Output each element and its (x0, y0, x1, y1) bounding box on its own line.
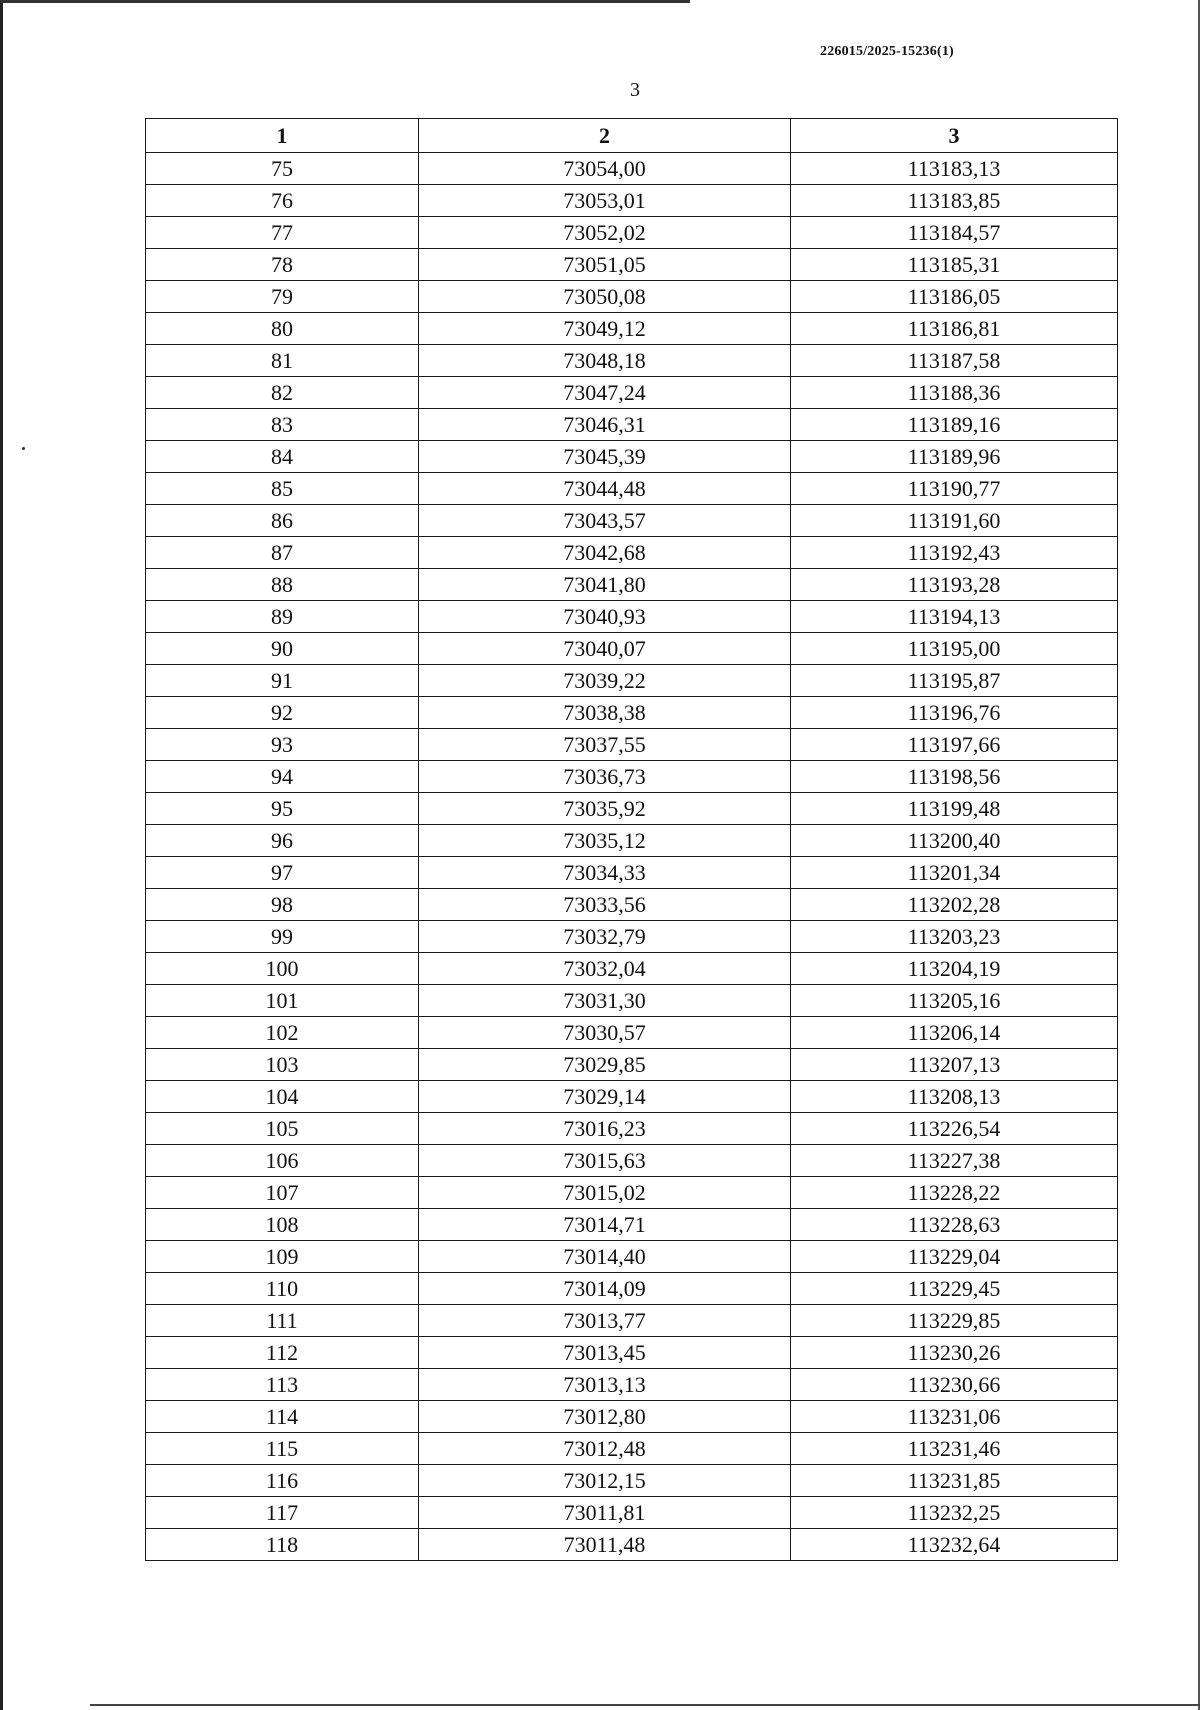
y-coordinate-cell: 113226,54 (791, 1113, 1118, 1145)
point-number-cell: 109 (146, 1241, 419, 1273)
y-coordinate-cell: 113190,77 (791, 473, 1118, 505)
y-coordinate-cell: 113230,66 (791, 1369, 1118, 1401)
table-row (146, 633, 1118, 665)
point-number-cell: 79 (146, 281, 419, 313)
table-row (146, 1529, 1118, 1561)
point-number-cell: 102 (146, 1017, 419, 1049)
x-coordinate-cell: 73054,00 (419, 153, 791, 185)
point-number-cell: 118 (146, 1529, 419, 1561)
table-row (146, 889, 1118, 921)
y-coordinate-cell: 113206,14 (791, 1017, 1118, 1049)
point-number-cell: 83 (146, 409, 419, 441)
x-coordinate-cell: 73012,80 (419, 1401, 791, 1433)
table-row (146, 1177, 1118, 1209)
x-coordinate-cell: 73034,33 (419, 857, 791, 889)
point-number-cell: 92 (146, 697, 419, 729)
x-coordinate-cell: 73016,23 (419, 1113, 791, 1145)
table-row (146, 217, 1118, 249)
table-row (146, 313, 1118, 345)
x-coordinate-cell: 73040,07 (419, 633, 791, 665)
x-coordinate-cell: 73036,73 (419, 761, 791, 793)
scan-edge-top (0, 0, 690, 3)
x-coordinate-cell: 73045,39 (419, 441, 791, 473)
y-coordinate-cell: 113192,43 (791, 537, 1118, 569)
y-coordinate-cell: 113208,13 (791, 1081, 1118, 1113)
column-header-3: 3 (791, 119, 1118, 153)
x-coordinate-cell: 73013,13 (419, 1369, 791, 1401)
table-row (146, 569, 1118, 601)
table-body (146, 153, 1118, 1561)
table-row (146, 665, 1118, 697)
x-coordinate-cell: 73047,24 (419, 377, 791, 409)
table-row (146, 1145, 1118, 1177)
table-row (146, 377, 1118, 409)
table-row (146, 1209, 1118, 1241)
y-coordinate-cell: 113207,13 (791, 1049, 1118, 1081)
x-coordinate-cell: 73050,08 (419, 281, 791, 313)
point-number-cell: 100 (146, 953, 419, 985)
x-coordinate-cell: 73040,93 (419, 601, 791, 633)
y-coordinate-cell: 113195,00 (791, 633, 1118, 665)
table-row (146, 1369, 1118, 1401)
scan-edge-left (0, 0, 3, 1710)
table-row (146, 473, 1118, 505)
table-row (146, 1241, 1118, 1273)
x-coordinate-cell: 73011,81 (419, 1497, 791, 1529)
y-coordinate-cell: 113183,13 (791, 153, 1118, 185)
point-number-cell: 112 (146, 1337, 419, 1369)
x-coordinate-cell: 73053,01 (419, 185, 791, 217)
point-number-cell: 82 (146, 377, 419, 409)
point-number-cell: 76 (146, 185, 419, 217)
x-coordinate-cell: 73043,57 (419, 505, 791, 537)
x-coordinate-cell: 73033,56 (419, 889, 791, 921)
table-row (146, 793, 1118, 825)
point-number-cell: 75 (146, 153, 419, 185)
x-coordinate-cell: 73013,77 (419, 1305, 791, 1337)
table-row (146, 697, 1118, 729)
y-coordinate-cell: 113187,58 (791, 345, 1118, 377)
x-coordinate-cell: 73031,30 (419, 985, 791, 1017)
table-row (146, 921, 1118, 953)
table-row (146, 281, 1118, 313)
table-row (146, 1465, 1118, 1497)
x-coordinate-cell: 73041,80 (419, 569, 791, 601)
x-coordinate-cell: 73014,40 (419, 1241, 791, 1273)
point-number-cell: 111 (146, 1305, 419, 1337)
y-coordinate-cell: 113228,22 (791, 1177, 1118, 1209)
y-coordinate-cell: 113202,28 (791, 889, 1118, 921)
document-number: 226015/2025-15236(1) (820, 44, 954, 59)
y-coordinate-cell: 113204,19 (791, 953, 1118, 985)
x-coordinate-cell: 73035,12 (419, 825, 791, 857)
y-coordinate-cell: 113198,56 (791, 761, 1118, 793)
table-row (146, 1497, 1118, 1529)
x-coordinate-cell: 73029,85 (419, 1049, 791, 1081)
table-row (146, 601, 1118, 633)
y-coordinate-cell: 113231,46 (791, 1433, 1118, 1465)
x-coordinate-cell: 73035,92 (419, 793, 791, 825)
table-row (146, 1401, 1118, 1433)
x-coordinate-cell: 73042,68 (419, 537, 791, 569)
point-number-cell: 107 (146, 1177, 419, 1209)
x-coordinate-cell: 73038,38 (419, 697, 791, 729)
y-coordinate-cell: 113191,60 (791, 505, 1118, 537)
point-number-cell: 116 (146, 1465, 419, 1497)
point-number-cell: 87 (146, 537, 419, 569)
x-coordinate-cell: 73012,48 (419, 1433, 791, 1465)
x-coordinate-cell: 73039,22 (419, 665, 791, 697)
point-number-cell: 117 (146, 1497, 419, 1529)
table-row (146, 505, 1118, 537)
point-number-cell: 103 (146, 1049, 419, 1081)
y-coordinate-cell: 113232,25 (791, 1497, 1118, 1529)
point-number-cell: 115 (146, 1433, 419, 1465)
y-coordinate-cell: 113195,87 (791, 665, 1118, 697)
y-coordinate-cell: 113229,85 (791, 1305, 1118, 1337)
x-coordinate-cell: 73051,05 (419, 249, 791, 281)
y-coordinate-cell: 113185,31 (791, 249, 1118, 281)
x-coordinate-cell: 73032,04 (419, 953, 791, 985)
point-number-cell: 104 (146, 1081, 419, 1113)
x-coordinate-cell: 73052,02 (419, 217, 791, 249)
y-coordinate-cell: 113199,48 (791, 793, 1118, 825)
y-coordinate-cell: 113184,57 (791, 217, 1118, 249)
x-coordinate-cell: 73046,31 (419, 409, 791, 441)
x-coordinate-cell: 73048,18 (419, 345, 791, 377)
y-coordinate-cell: 113230,26 (791, 1337, 1118, 1369)
column-header-2: 2 (419, 119, 791, 153)
x-coordinate-cell: 73011,48 (419, 1529, 791, 1561)
x-coordinate-cell: 73012,15 (419, 1465, 791, 1497)
table-row (146, 1273, 1118, 1305)
y-coordinate-cell: 113186,81 (791, 313, 1118, 345)
scan-speck (22, 447, 25, 450)
x-coordinate-cell: 73015,02 (419, 1177, 791, 1209)
page-number: 3 (630, 79, 640, 101)
y-coordinate-cell: 113203,23 (791, 921, 1118, 953)
y-coordinate-cell: 113200,40 (791, 825, 1118, 857)
table-row (146, 185, 1118, 217)
point-number-cell: 108 (146, 1209, 419, 1241)
point-number-cell: 99 (146, 921, 419, 953)
y-coordinate-cell: 113201,34 (791, 857, 1118, 889)
y-coordinate-cell: 113229,04 (791, 1241, 1118, 1273)
x-coordinate-cell: 73032,79 (419, 921, 791, 953)
y-coordinate-cell: 113227,38 (791, 1145, 1118, 1177)
point-number-cell: 89 (146, 601, 419, 633)
x-coordinate-cell: 73037,55 (419, 729, 791, 761)
point-number-cell: 81 (146, 345, 419, 377)
point-number-cell: 91 (146, 665, 419, 697)
table-row (146, 1017, 1118, 1049)
point-number-cell: 97 (146, 857, 419, 889)
table-row (146, 1081, 1118, 1113)
table-row (146, 441, 1118, 473)
point-number-cell: 88 (146, 569, 419, 601)
y-coordinate-cell: 113231,06 (791, 1401, 1118, 1433)
table-row (146, 953, 1118, 985)
table-row (146, 1433, 1118, 1465)
point-number-cell: 94 (146, 761, 419, 793)
table-row (146, 537, 1118, 569)
point-number-cell: 110 (146, 1273, 419, 1305)
point-number-cell: 113 (146, 1369, 419, 1401)
y-coordinate-cell: 113205,16 (791, 985, 1118, 1017)
x-coordinate-cell: 73014,71 (419, 1209, 791, 1241)
point-number-cell: 95 (146, 793, 419, 825)
x-coordinate-cell: 73014,09 (419, 1273, 791, 1305)
y-coordinate-cell: 113231,85 (791, 1465, 1118, 1497)
point-number-cell: 78 (146, 249, 419, 281)
x-coordinate-cell: 73049,12 (419, 313, 791, 345)
table-row (146, 153, 1118, 185)
y-coordinate-cell: 113186,05 (791, 281, 1118, 313)
table-row (146, 345, 1118, 377)
point-number-cell: 80 (146, 313, 419, 345)
table-row (146, 1305, 1118, 1337)
y-coordinate-cell: 113194,13 (791, 601, 1118, 633)
point-number-cell: 84 (146, 441, 419, 473)
table-row (146, 985, 1118, 1017)
scan-edge-bottom (90, 1704, 1200, 1706)
table-row (146, 761, 1118, 793)
x-coordinate-cell: 73030,57 (419, 1017, 791, 1049)
y-coordinate-cell: 113228,63 (791, 1209, 1118, 1241)
point-number-cell: 93 (146, 729, 419, 761)
y-coordinate-cell: 113183,85 (791, 185, 1118, 217)
table-row (146, 729, 1118, 761)
point-number-cell: 86 (146, 505, 419, 537)
y-coordinate-cell: 113196,76 (791, 697, 1118, 729)
point-number-cell: 105 (146, 1113, 419, 1145)
point-number-cell: 96 (146, 825, 419, 857)
y-coordinate-cell: 113189,16 (791, 409, 1118, 441)
point-number-cell: 90 (146, 633, 419, 665)
x-coordinate-cell: 73044,48 (419, 473, 791, 505)
table-row (146, 825, 1118, 857)
point-number-cell: 114 (146, 1401, 419, 1433)
table-row (146, 1113, 1118, 1145)
y-coordinate-cell: 113229,45 (791, 1273, 1118, 1305)
point-number-cell: 106 (146, 1145, 419, 1177)
table-row (146, 857, 1118, 889)
table-header-row (146, 119, 1118, 153)
table-row (146, 1337, 1118, 1369)
table-row (146, 249, 1118, 281)
y-coordinate-cell: 113188,36 (791, 377, 1118, 409)
y-coordinate-cell: 113197,66 (791, 729, 1118, 761)
y-coordinate-cell: 113232,64 (791, 1529, 1118, 1561)
table-row (146, 409, 1118, 441)
x-coordinate-cell: 73029,14 (419, 1081, 791, 1113)
y-coordinate-cell: 113189,96 (791, 441, 1118, 473)
column-header-1: 1 (146, 119, 419, 153)
point-number-cell: 101 (146, 985, 419, 1017)
y-coordinate-cell: 113193,28 (791, 569, 1118, 601)
x-coordinate-cell: 73013,45 (419, 1337, 791, 1369)
point-number-cell: 77 (146, 217, 419, 249)
point-number-cell: 98 (146, 889, 419, 921)
x-coordinate-cell: 73015,63 (419, 1145, 791, 1177)
coordinates-table (145, 118, 1118, 1561)
point-number-cell: 85 (146, 473, 419, 505)
table-row (146, 1049, 1118, 1081)
